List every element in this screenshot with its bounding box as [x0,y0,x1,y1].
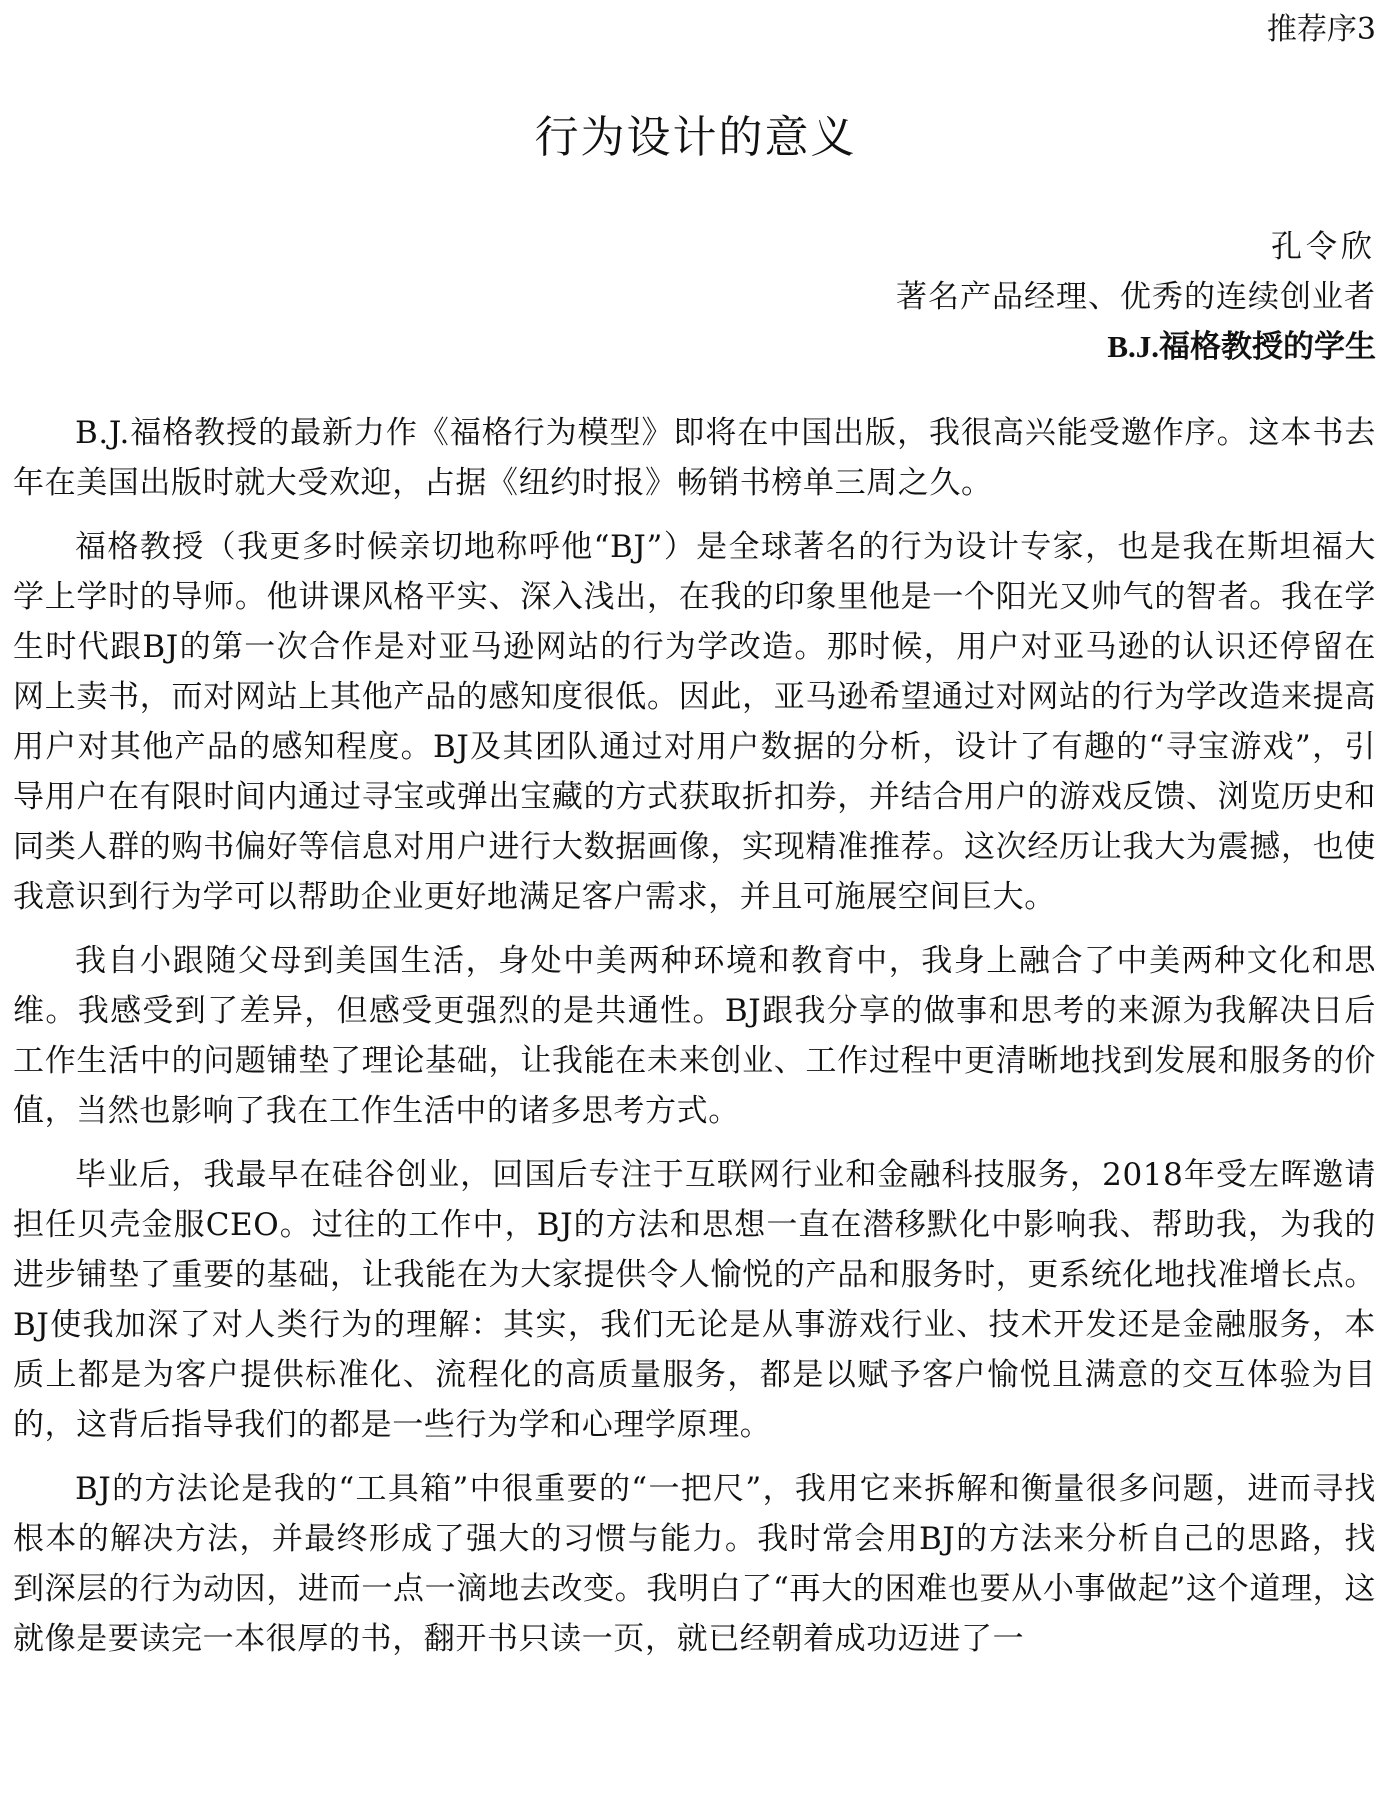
author-byline [896,222,1376,372]
paragraph: BJ的方法论是我的“工具箱”中很重要的“一把尺”，我用它来拆解和衡量很多问题，进而寻找根本的解决方法，并最终形成了强大的习惯与能力。我时常会用BJ的方法来分析自己的思路，找到深层的行为动因，进而一点一滴地去改变。我明白了“再大的困难也要从小事做起”这个道理，这就像是要读完一本很厚的书，翻开书只读一页，就已经朝着成功迈进了一 [13,1471,1376,1657]
paragraph: 福格教授（我更多时候亲切地称呼他“BJ”）是全球著名的行为设计专家，也是我在斯坦福大学上学时的导师。他讲课风格平实、深入浅出，在我的印象里他是一个阳光又帅气的智者。我在学生时代跟BJ的第一次合作是对亚马逊网站的行为学改造。那时候，用户对亚马逊的认识还停留在网上卖书，而对网站上其他产品的感知度很低。因此，亚马逊希望通过对网站的行为学改造来提高用户对其他产品的感知程度。BJ及其团队通过对用户数据的分析，设计了有趣的“寻宝游戏”，引导用户在有限时间内通过寻宝或弹出宝藏的方式获取折扣券，并结合用户的游戏反馈、浏览历史和同类人群的购书偏好等信息对用户进行大数据画像，实现精准推荐。这次经历让我大为震撼，也使我意识到行为学可以帮助企业更好地满足客户需求，并且可施展空间巨大。 [13,529,1376,915]
body-text [13,408,1376,1678]
author-role: 著名产品经理、优秀的连续创业者 [896,279,1376,315]
chapter-title: 行为设计的意义 [534,112,857,163]
author-affiliation: B.J.福格教授的学生 [1107,329,1376,364]
paragraph: 我自小跟随父母到美国生活，身处中美两种环境和教育中，我身上融合了中美两种文化和思维。我感受到了差异，但感受更强烈的是共通性。BJ跟我分享的做事和思考的来源为我解决日后工作生活中的问题铺垫了理论基础，让我能在未来创业、工作过程中更清晰地找到发展和服务的价值，当然也影响了我在工作生活中的诸多思考方式。 [13,943,1376,1129]
paragraph: 毕业后，我最早在硅谷创业，回国后专注于互联网行业和金融科技服务，2018年受左晖邀请担任贝壳金服CEO。过往的工作中，BJ的方法和思想一直在潜移默化中影响我、帮助我，为我的进步铺垫了重要的基础，让我能在为大家提供令人愉悦的产品和服务时，更系统化地找准增长点。BJ使我加深了对人类行为的理解：其实，我们无论是从事游戏行业、技术开发还是金融服务，本质上都是为客户提供标准化、流程化的高质量服务，都是以赋予客户愉悦且满意的交互体验为目的，这背后指导我们的都是一些行为学和心理学原理。 [13,1157,1376,1443]
section-label: 推荐序3 [1266,12,1376,47]
paragraph: B.J.福格教授的最新力作《福格行为模型》即将在中国出版，我很高兴能受邀作序。这本书去年在美国出版时就大受欢迎，占据《纽约时报》畅销书榜单三周之久。 [13,415,1376,501]
author-name: 孔令欣 [1271,229,1376,265]
